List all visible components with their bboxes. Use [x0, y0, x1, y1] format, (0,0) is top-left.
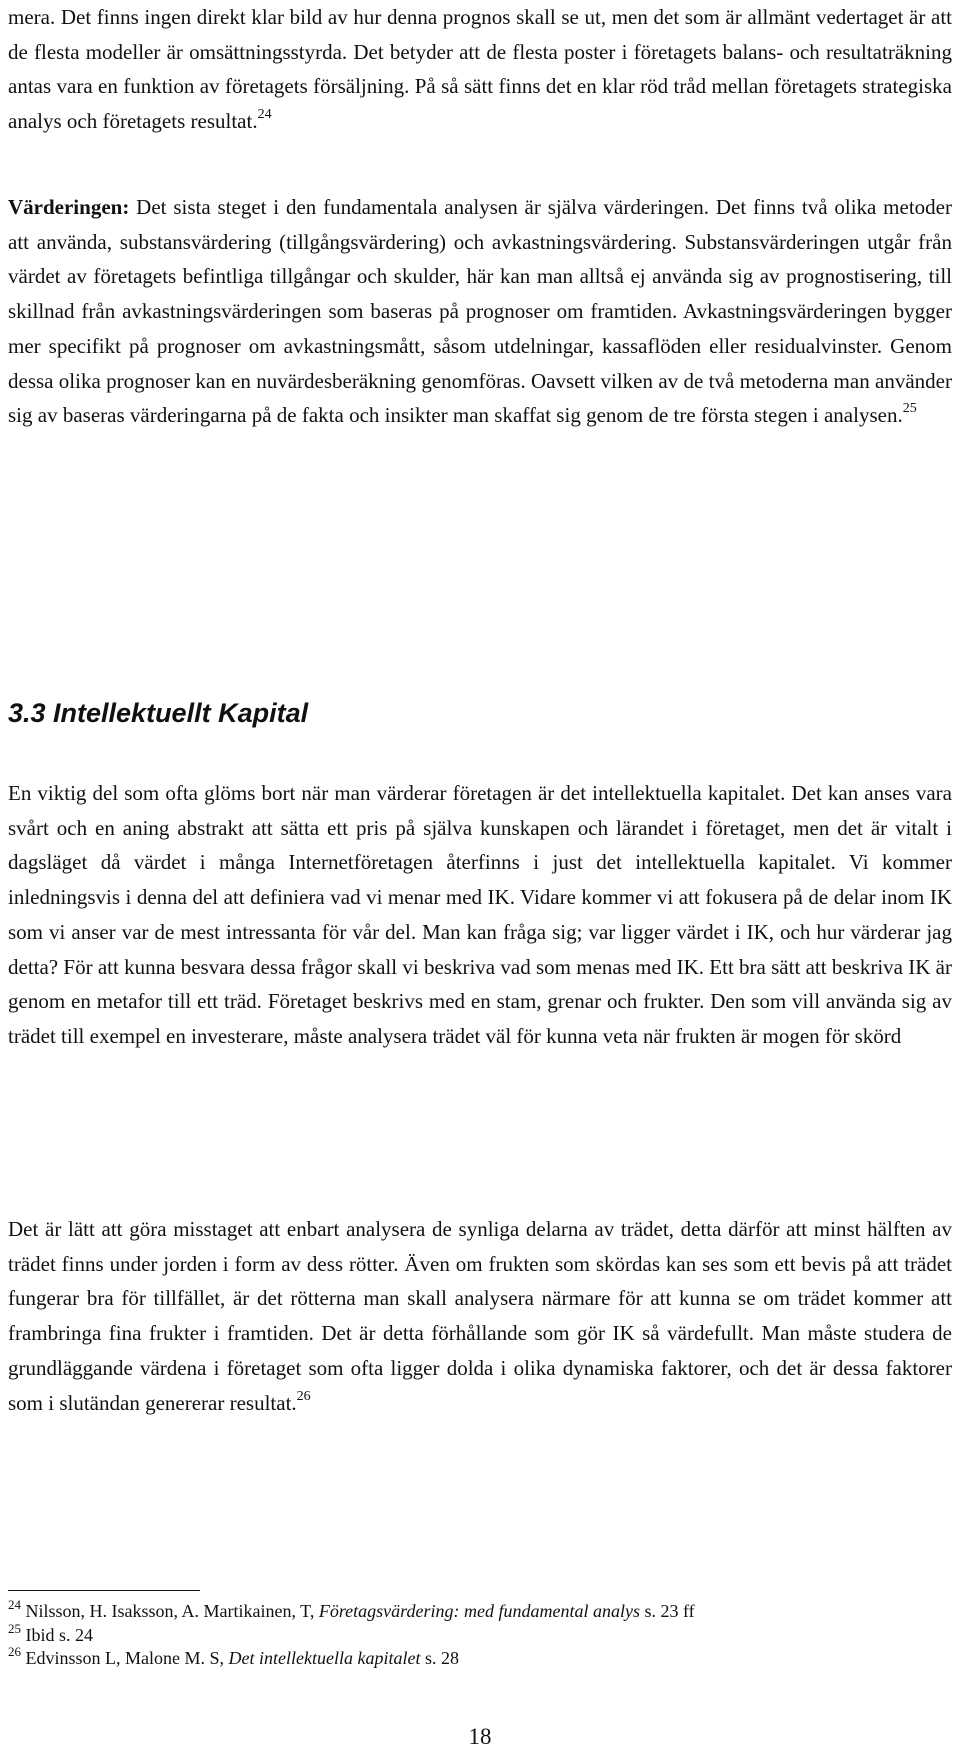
page-number: 18 [468, 1724, 492, 1749]
footnote-title: Företagsvärdering: med fundamental analys [318, 1601, 640, 1621]
footnote-ref[interactable]: 24 [257, 107, 272, 123]
footnote-text: Ibid s. 24 [21, 1624, 93, 1645]
footnote-text: s. 23 ff [639, 1601, 695, 1621]
footnote-number: 26 [8, 1644, 21, 1659]
paragraph-text: En viktig del som ofta glöms bort när man värderar företagen är det intellektuella kapitalet. Det kan anses vara svårt och en aning abstrakt att sätta ett pris på själva kunskapen och lärandet i företaget, men det är vitalt i dagsläget då värdet i många Internetföretagen återfinns i just det intellektuella kapitalet. Vi kommer inledningsvis i denna del att definiera vad vi menar med IK. Vidare kommer vi att fokusera på de delar inom IK som vi anser var de mest intressanta för vår del. Man kan fråga sig; var ligger värdet i IK, och hur värderar jag detta? För att kunna besvara dessa frågor skall vi beskriva vad som menas med IK. Ett bra sätt att beskriva IK är genom en metafor till ett träd. Företaget beskrivs med en stam, grenar och frukter. Den som vill använda sig av trädet till exempel en investerare, måste analysera trädet väl för kunna veta när frukten är mogen för skörd [8, 781, 952, 1048]
footnote-25 [8, 1620, 952, 1648]
footnote-26 [8, 1644, 952, 1671]
body-paragraph-4 [8, 1212, 952, 1420]
footnote-ref[interactable]: 25 [902, 401, 917, 417]
footnote-24 [8, 1597, 952, 1624]
footnote-divider [8, 1590, 200, 1591]
footnote-text: s. 28 [420, 1648, 459, 1668]
body-paragraph-1 [8, 0, 952, 139]
footnote-ref[interactable]: 26 [296, 1388, 311, 1404]
footnote-number: 25 [8, 1620, 21, 1636]
paragraph-lead-term: Värderingen: [8, 195, 130, 219]
footnotes [8, 1597, 952, 1671]
paragraph-text: Det sista steget i den fundamentala analysen är själva värderingen. Det finns två olika metoder att använda, substansvärdering (tillgångsvärdering) och avkastningsvärdering. Substansvärderingen utgår från värdet av företagets befintliga tillgångar och skulder, här kan man alltså ej använda sig av prognostisering, till skillnad från avkastningsvärderingen som baseras på prognoser om framtiden. Avkastningsvärderingen bygger mer specifikt på prognoser om avkastningsmått, såsom utdelningar, kassaflöden eller residualvinster. Genom dessa olika prognoser kan en nuvärdesberäkning genomföras. Oavsett vilken av de två metoderna man använder sig av baseras värderingarna på de fakta och insikter man skaffat sig genom de tre första stegen i analysen. [8, 195, 952, 428]
footnote-title: Det intellektuella kapitalet [228, 1648, 421, 1668]
body-paragraph-2 [8, 190, 952, 433]
footnote-text: Edvinsson L, Malone M. S, [21, 1648, 229, 1668]
body-paragraph-3 [8, 776, 952, 1054]
section-heading: 3.3 Intellektuellt Kapital [8, 698, 309, 728]
footnote-number: 24 [8, 1597, 21, 1612]
paragraph-text: mera. Det finns ingen direkt klar bild av hur denna prognos skall se ut, men det som är allmänt vedertaget är att de flesta modeller är omsättningsstyrda. Det betyder att de flesta poster i företagets balans- och resultaträkning antas vara en funktion av företagets försäljning. På så sätt finns det en klar röd tråd mellan företagets strategiska analys och företagets resultat. [8, 5, 952, 134]
footnote-text: Nilsson, H. Isaksson, A. Martikainen, T, [21, 1601, 319, 1621]
paragraph-text: Det är lätt att göra misstaget att enbart analysera de synliga delarna av trädet, detta därför att minst hälften av trädet finns under jorden i form av dess rötter. Även om frukten som skördas kan ses som ett bevis på att trädet fungerar bra för tillfället, är det rötterna man skall analysera närmare för att kunna se om trädet kommer att frambringa fina frukter i framtiden. Det är detta förhållande som gör IK så värdefullt. Man måste studera de grundläggande värdena i företaget som ofta ligger dolda i olika dynamiska faktorer, och det är dessa faktorer som i slutändan genererar resultat. [8, 1217, 952, 1415]
